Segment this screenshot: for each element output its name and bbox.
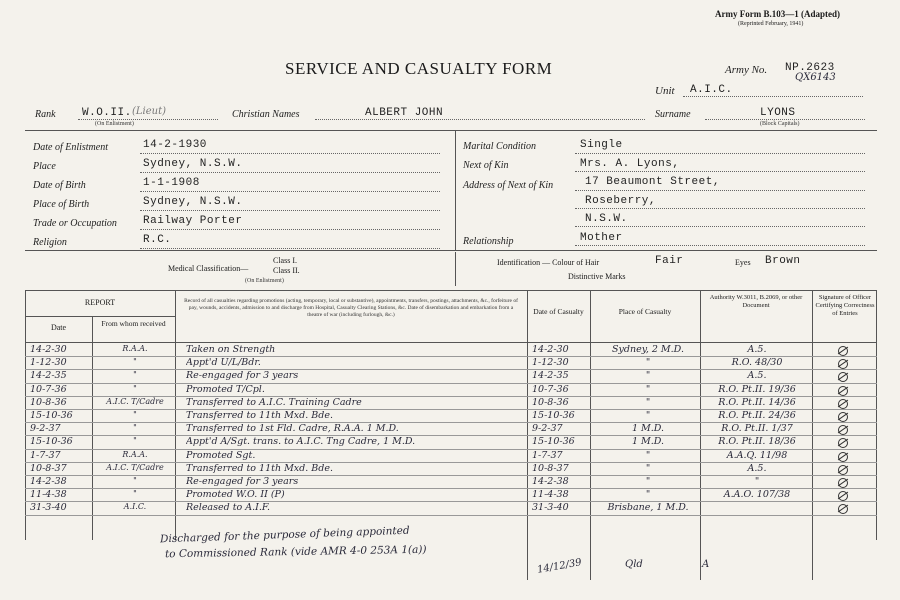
- row-authority: R.O. Pt.II. 14/36: [718, 396, 796, 408]
- row-date: 1-12-30: [30, 357, 67, 369]
- medical-class-2: Class II.: [273, 266, 300, 275]
- row-from: ": [133, 357, 137, 367]
- relationship-label: Relationship: [463, 236, 514, 247]
- unit-line: [683, 96, 863, 97]
- unit-label: Unit: [655, 85, 675, 97]
- details-divider: [455, 130, 456, 250]
- row-place: 1 M.D.: [631, 423, 665, 435]
- row-casualty-date: 1-7-37: [532, 449, 563, 461]
- report-header: REPORT: [84, 298, 116, 307]
- medical-class-1: Class I.: [273, 256, 297, 265]
- row-casualty-date: 14-2-38: [532, 476, 569, 487]
- row-place: ": [645, 396, 651, 408]
- row-place: ": [645, 357, 651, 369]
- row-record: Promoted Sgt.: [186, 449, 256, 461]
- row-casualty-date: 10-7-36: [532, 383, 569, 395]
- rank-note: (On Enlistment): [95, 121, 134, 127]
- row-place: ": [645, 489, 651, 501]
- eyes-value: Brown: [765, 255, 801, 267]
- row-date: 14-2-35: [30, 370, 67, 382]
- row-date: 14-2-38: [30, 476, 67, 487]
- form-id: Army Form B.103—1 (Adapted): [715, 9, 840, 19]
- row-authority: ": [754, 476, 760, 487]
- row-authority: R.O. Pt.II. 19/36: [718, 383, 796, 395]
- next-of-kin-value: Mrs. A. Lyons,: [580, 158, 680, 170]
- detail-value: Sydney, N.S.W.: [143, 196, 243, 208]
- row-from: ": [133, 410, 137, 419]
- discharge-note-line-1: Discharged for the purpose of being appointed: [159, 524, 410, 546]
- row-record: Transferred to 1st Fld. Cadre, R.A.A. 1 M.D.: [186, 423, 399, 435]
- row-authority: A.5.: [747, 370, 767, 382]
- page-title: SERVICE AND CASUALTY FORM: [285, 59, 553, 78]
- signature-mark: [838, 465, 848, 475]
- row-record: Released to A.I.F.: [186, 502, 271, 514]
- row-record: Appt'd U/L/Bdr.: [186, 357, 261, 369]
- surname-value: LYONS: [760, 107, 796, 119]
- row-from: R.A.A.: [122, 344, 148, 353]
- authority-header: Authority W.3011, B.2069, or other Document: [709, 294, 803, 309]
- next-of-kin-label: Next of Kin: [463, 160, 509, 171]
- signature-mark: [838, 359, 848, 369]
- row-place: 1 M.D.: [631, 436, 665, 448]
- rank-handwritten: (Lieut): [132, 106, 167, 117]
- row-casualty-date: 10-8-37: [532, 462, 569, 474]
- row-record: Transferred to A.I.C. Training Cadre: [186, 396, 362, 408]
- row-place: ": [645, 476, 651, 487]
- signature-mark: [838, 346, 848, 356]
- marital-value: Single: [580, 139, 623, 151]
- army-no-value: NP.2623: [785, 62, 835, 74]
- detail-label: Place: [33, 161, 56, 172]
- signature-mark: [838, 478, 848, 488]
- row-authority: A.5.: [747, 344, 767, 355]
- address-line-2: Roseberry,: [585, 195, 657, 207]
- row-from: R.A.A.: [122, 449, 148, 459]
- marital-label: Marital Condition: [463, 141, 537, 152]
- row-authority: A.A.Q. 11/98: [726, 449, 788, 461]
- row-from: ": [133, 383, 137, 393]
- row-authority: R.O. 48/30: [731, 357, 783, 369]
- detail-label: Date of Birth: [33, 180, 86, 191]
- row-from: A.I.C.: [123, 502, 147, 512]
- signature-mark: [838, 452, 848, 462]
- detail-value: Railway Porter: [143, 215, 243, 227]
- discharge-note-line-2: to Commissioned Rank (vide AMR 4-0 253A 1(a)): [164, 543, 427, 561]
- discharge-authority: A: [702, 559, 710, 570]
- row-from: ": [133, 476, 137, 485]
- signature-header: Signature of Officer Certifying Correctness of Entries: [815, 294, 875, 317]
- relationship-value: Mother: [580, 232, 623, 244]
- row-date: 10-8-37: [30, 462, 67, 474]
- detail-label: Place of Birth: [33, 199, 90, 210]
- row-place: ": [645, 383, 651, 395]
- discharge-date: 14/12/39: [536, 557, 583, 576]
- row-date: 11-4-38: [30, 489, 67, 501]
- row-casualty-date: 11-4-38: [532, 489, 569, 501]
- hair-value: Fair: [655, 255, 684, 267]
- rank-label: Rank: [35, 109, 56, 120]
- row-casualty-date: 1-12-30: [532, 357, 569, 369]
- signature-mark: [838, 438, 848, 448]
- row-from: ": [133, 423, 137, 433]
- row-record: Re-engaged for 3 years: [186, 370, 299, 382]
- row-record: Re-engaged for 3 years: [186, 476, 299, 487]
- detail-label: Trade or Occupation: [33, 218, 117, 229]
- row-record: Promoted W.O. II (P): [186, 489, 285, 501]
- row-record: Transferred to 11th Mxd. Bde.: [186, 410, 333, 421]
- row-casualty-date: 31-3-40: [532, 502, 569, 514]
- row-from: ": [133, 489, 137, 499]
- row-casualty-date: 14-2-30: [532, 344, 569, 355]
- row-authority: A.A.O. 107/38: [723, 489, 791, 501]
- signature-mark: [838, 412, 848, 422]
- signature-mark: [838, 386, 848, 396]
- army-no-handwritten: QX6143: [795, 72, 836, 83]
- record-header: Record of all casualties regarding promotions (acting, temporary, local or substantive), appointments, transfers, postings, attachments, &c., forfeiture of pay, wounds, accidents, admission to and discharge from Hospital, Casualty Clearing Stations, &c. Date of disembarkation and embarkation from a theatre of war (including furlough, &c.): [184, 298, 518, 318]
- surname-note: (Block Capitals): [760, 121, 800, 127]
- signature-mark: [838, 399, 848, 409]
- address-line-3: N.S.W.: [585, 213, 628, 225]
- row-date: 10-7-36: [30, 383, 67, 395]
- row-casualty-date: 9-2-37: [532, 423, 563, 435]
- row-record: Taken on Strength: [186, 344, 276, 355]
- address-line-1: 17 Beaumont Street,: [585, 176, 720, 188]
- detail-label: Date of Enlistment: [33, 142, 108, 153]
- eyes-label: Eyes: [735, 258, 751, 267]
- details-top-rule: [25, 130, 877, 131]
- signature-mark: [838, 372, 848, 382]
- signature-mark: [838, 504, 848, 514]
- row-place: Sydney, 2 M.D.: [612, 344, 684, 355]
- row-place: ": [645, 410, 651, 421]
- rank-value: W.O.II.: [82, 107, 132, 119]
- row-date: 1-7-37: [30, 449, 61, 461]
- row-date: 10-8-36: [30, 396, 67, 408]
- row-from: ": [133, 436, 137, 446]
- row-from: ": [133, 370, 137, 380]
- medical-note: (On Enlistment): [245, 278, 284, 284]
- row-casualty-date: 10-8-36: [532, 396, 569, 408]
- row-date: 14-2-30: [30, 344, 67, 355]
- army-no-label: Army No.: [725, 64, 768, 76]
- row-casualty-date: 15-10-36: [532, 410, 575, 421]
- row-place: ": [645, 370, 651, 382]
- unit-value: A.I.C.: [690, 84, 733, 96]
- marks-label: Distinctive Marks: [568, 272, 626, 281]
- row-record: Appt'd A/Sgt. trans. to A.I.C. Tng Cadre, 1 M.D.: [186, 436, 416, 448]
- medical-label: Medical Classification—: [168, 264, 249, 273]
- detail-value: R.C.: [143, 234, 172, 246]
- row-record: Promoted T/Cpl.: [186, 383, 265, 395]
- christian-names-label: Christian Names: [232, 109, 300, 120]
- row-record: Transferred to 11th Mxd. Bde.: [186, 462, 333, 474]
- row-place: ": [645, 449, 651, 461]
- identification-label: Identification — Colour of Hair: [497, 258, 600, 267]
- casualty-date-header: Date of Casualty: [533, 307, 584, 316]
- row-casualty-date: 15-10-36: [532, 436, 575, 448]
- discharge-place: Qld: [625, 559, 643, 570]
- detail-label: Religion: [33, 237, 67, 248]
- row-authority: R.O. Pt.II. 24/36: [718, 410, 796, 421]
- row-from: A.I.C. T/Cadre: [106, 462, 164, 472]
- row-from: A.I.C. T/Cadre: [106, 396, 164, 406]
- row-place: Brisbane, 1 M.D.: [607, 502, 689, 514]
- row-authority: A.5.: [747, 462, 767, 474]
- reprinted-note: (Reprinted February, 1941): [738, 21, 804, 27]
- row-casualty-date: 14-2-35: [532, 370, 569, 382]
- place-header: Place of Casualty: [618, 307, 672, 316]
- row-date: 15-10-36: [30, 410, 73, 421]
- signature-mark: [838, 491, 848, 501]
- detail-value: 1-1-1908: [143, 177, 200, 189]
- row-date: 31-3-40: [30, 502, 67, 514]
- christian-names-value: ALBERT JOHN: [365, 107, 444, 119]
- details-bottom-rule: [25, 250, 877, 251]
- surname-label: Surname: [655, 109, 691, 120]
- row-authority: R.O. Pt.II. 18/36: [718, 436, 796, 448]
- detail-value: 14-2-1930: [143, 139, 207, 151]
- row-place: ": [645, 462, 651, 474]
- detail-value: Sydney, N.S.W.: [143, 158, 243, 170]
- row-authority: R.O. Pt.II. 1/37: [721, 423, 793, 435]
- row-date: 15-10-36: [30, 436, 73, 448]
- signature-mark: [838, 425, 848, 435]
- row-date: 9-2-37: [30, 423, 61, 435]
- date-header: Date: [50, 323, 67, 332]
- address-label: Address of Next of Kin: [463, 180, 554, 191]
- from-header: From whom received: [101, 319, 166, 328]
